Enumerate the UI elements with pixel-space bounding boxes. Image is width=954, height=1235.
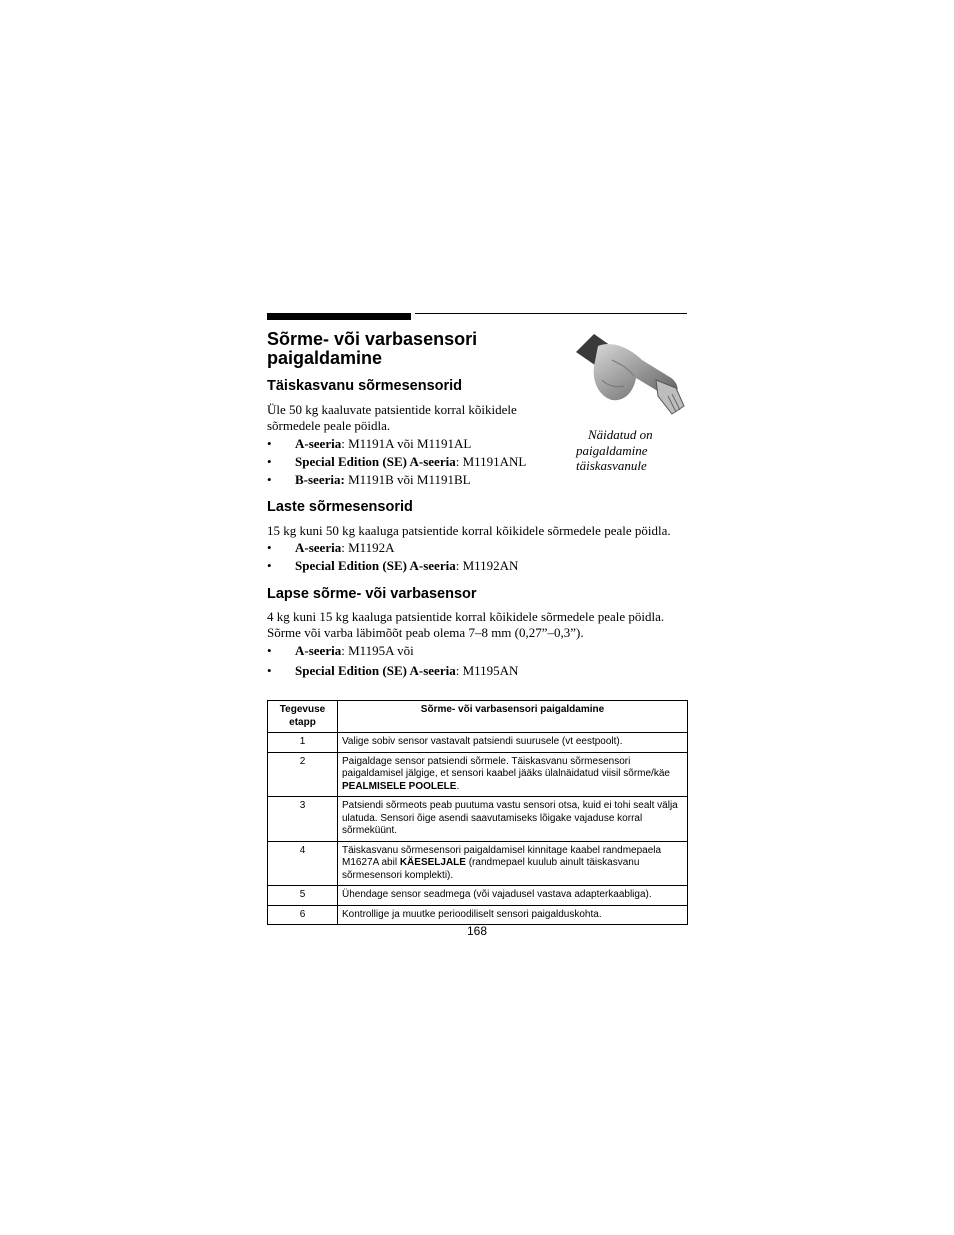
image-caption [576,427,686,474]
step-text: Täiskasvanu sõrmesensori paigaldamisel kinnitage kaabel randmepaela M1627A abil KÄESELJALE (randmepael kuulub ainult täiskasvanu sõrmesensori komplekti). [338,841,688,886]
list-item: • A-seeria: M1195A või [267,643,414,658]
heading-adult-sensors: Täiskasvanu sõrmesensorid [267,378,463,394]
step-number: 2 [268,752,338,797]
model-text: M1191B või M1191BL [348,472,471,487]
infant-intro-line-1: 4 kg kuni 15 kg kaaluga patsientide korral kõikidele sõrmedele peale pöidla. [267,609,665,624]
column-header-step: Tegevuse etapp [268,701,338,733]
installation-steps-table [267,700,688,925]
series-label: A-seeria [295,643,342,658]
series-label: Special Edition (SE) A-seeria [295,558,456,573]
header-rule-thin [415,313,687,314]
series-label: A-seeria [295,436,342,451]
finger-sensor-illustration [572,330,690,422]
caption-line-1: Näidatud on [588,427,653,442]
column-header-action: Sõrme- või varbasensori paigaldamine [338,701,688,733]
table-row [268,797,688,842]
step-number: 6 [268,905,338,925]
list-item: • Special Edition (SE) A-seeria: M1192AN [267,558,519,573]
table-row [268,905,688,925]
step-text: Patsiendi sõrmeots peab puutuma vastu sensori otsa, kuid ei tohi sealt välja ulatuda. Sensori õige asendi saavutamiseks lõigake vajaduse korral sõrmeküünt. [338,797,688,842]
heading-infant-sensor: Lapse sõrme- või varbasensor [267,586,477,602]
step-text: Ühendage sensor seadmega (või vajadusel vastava adapterkaabliga). [338,886,688,906]
series-label: Special Edition (SE) A-seeria [295,663,456,678]
caption-line-3: täiskasvanule [576,458,647,473]
adult-sensor-list [267,436,526,490]
step-text: Valige sobiv sensor vastavalt patsiendi suurusele (vt eestpoolt). [338,733,688,753]
table-row [268,752,688,797]
heading-child-sensors: Laste sõrmesensorid [267,499,413,515]
step-text: Paigaldage sensor patsiendi sõrmele. Täiskasvanu sõrmesensori paigaldamisel jälgige, et sensori kaabel jääks ülalnäidatud viisil sõrme/käe PEALMISELE POOLELE. [338,752,688,797]
list-item: • B-seeria: M1191B või M1191BL [267,472,471,487]
adult-intro: Üle 50 kg kaaluvate patsientide korral kõikidele sõrmedele peale pöidla. [267,402,517,433]
child-intro: 15 kg kuni 50 kg kaaluga patsientide korral kõikidele sõrmedele peale pöidla. [267,523,671,538]
model-text: M1192AN [462,558,519,573]
table-row [268,886,688,906]
list-item: • Special Edition (SE) A-seeria: M1191ANL [267,454,527,469]
series-label: A-seeria [295,540,342,555]
page-number: 168 [466,924,488,938]
header-rule-thick [267,313,411,320]
list-item: • A-seeria: M1192A [267,540,395,555]
table-header-row [268,701,688,733]
step-text: Kontrollige ja muutke perioodiliselt sensori paigalduskohta. [338,905,688,925]
step-number: 3 [268,797,338,842]
list-item: • Special Edition (SE) A-seeria: M1195AN [267,663,519,678]
step-number: 4 [268,841,338,886]
step-number: 1 [268,733,338,753]
page-title: Sõrme- või varbasensori paigaldamine [267,329,478,368]
series-label: Special Edition (SE) A-seeria [295,454,456,469]
table-row [268,841,688,886]
table-row [268,733,688,753]
child-sensor-list [267,540,518,576]
step-number: 5 [268,886,338,906]
infant-intro [267,609,664,641]
infant-sensor-list [267,643,518,681]
model-text: M1195AN [462,663,519,678]
list-item: • A-seeria: M1191A või M1191AL [267,436,472,451]
model-text: M1191ANL [462,454,527,469]
model-text: M1192A [348,540,395,555]
model-text: M1195A või [348,643,414,658]
series-label: B-seeria: [295,472,345,487]
model-text: M1191A või M1191AL [348,436,472,451]
caption-line-2: paigaldamine [576,442,648,458]
infant-intro-line-2: Sõrme või varba läbimõõt peab olema 7–8 mm (0,27”–0,3”). [267,625,584,640]
